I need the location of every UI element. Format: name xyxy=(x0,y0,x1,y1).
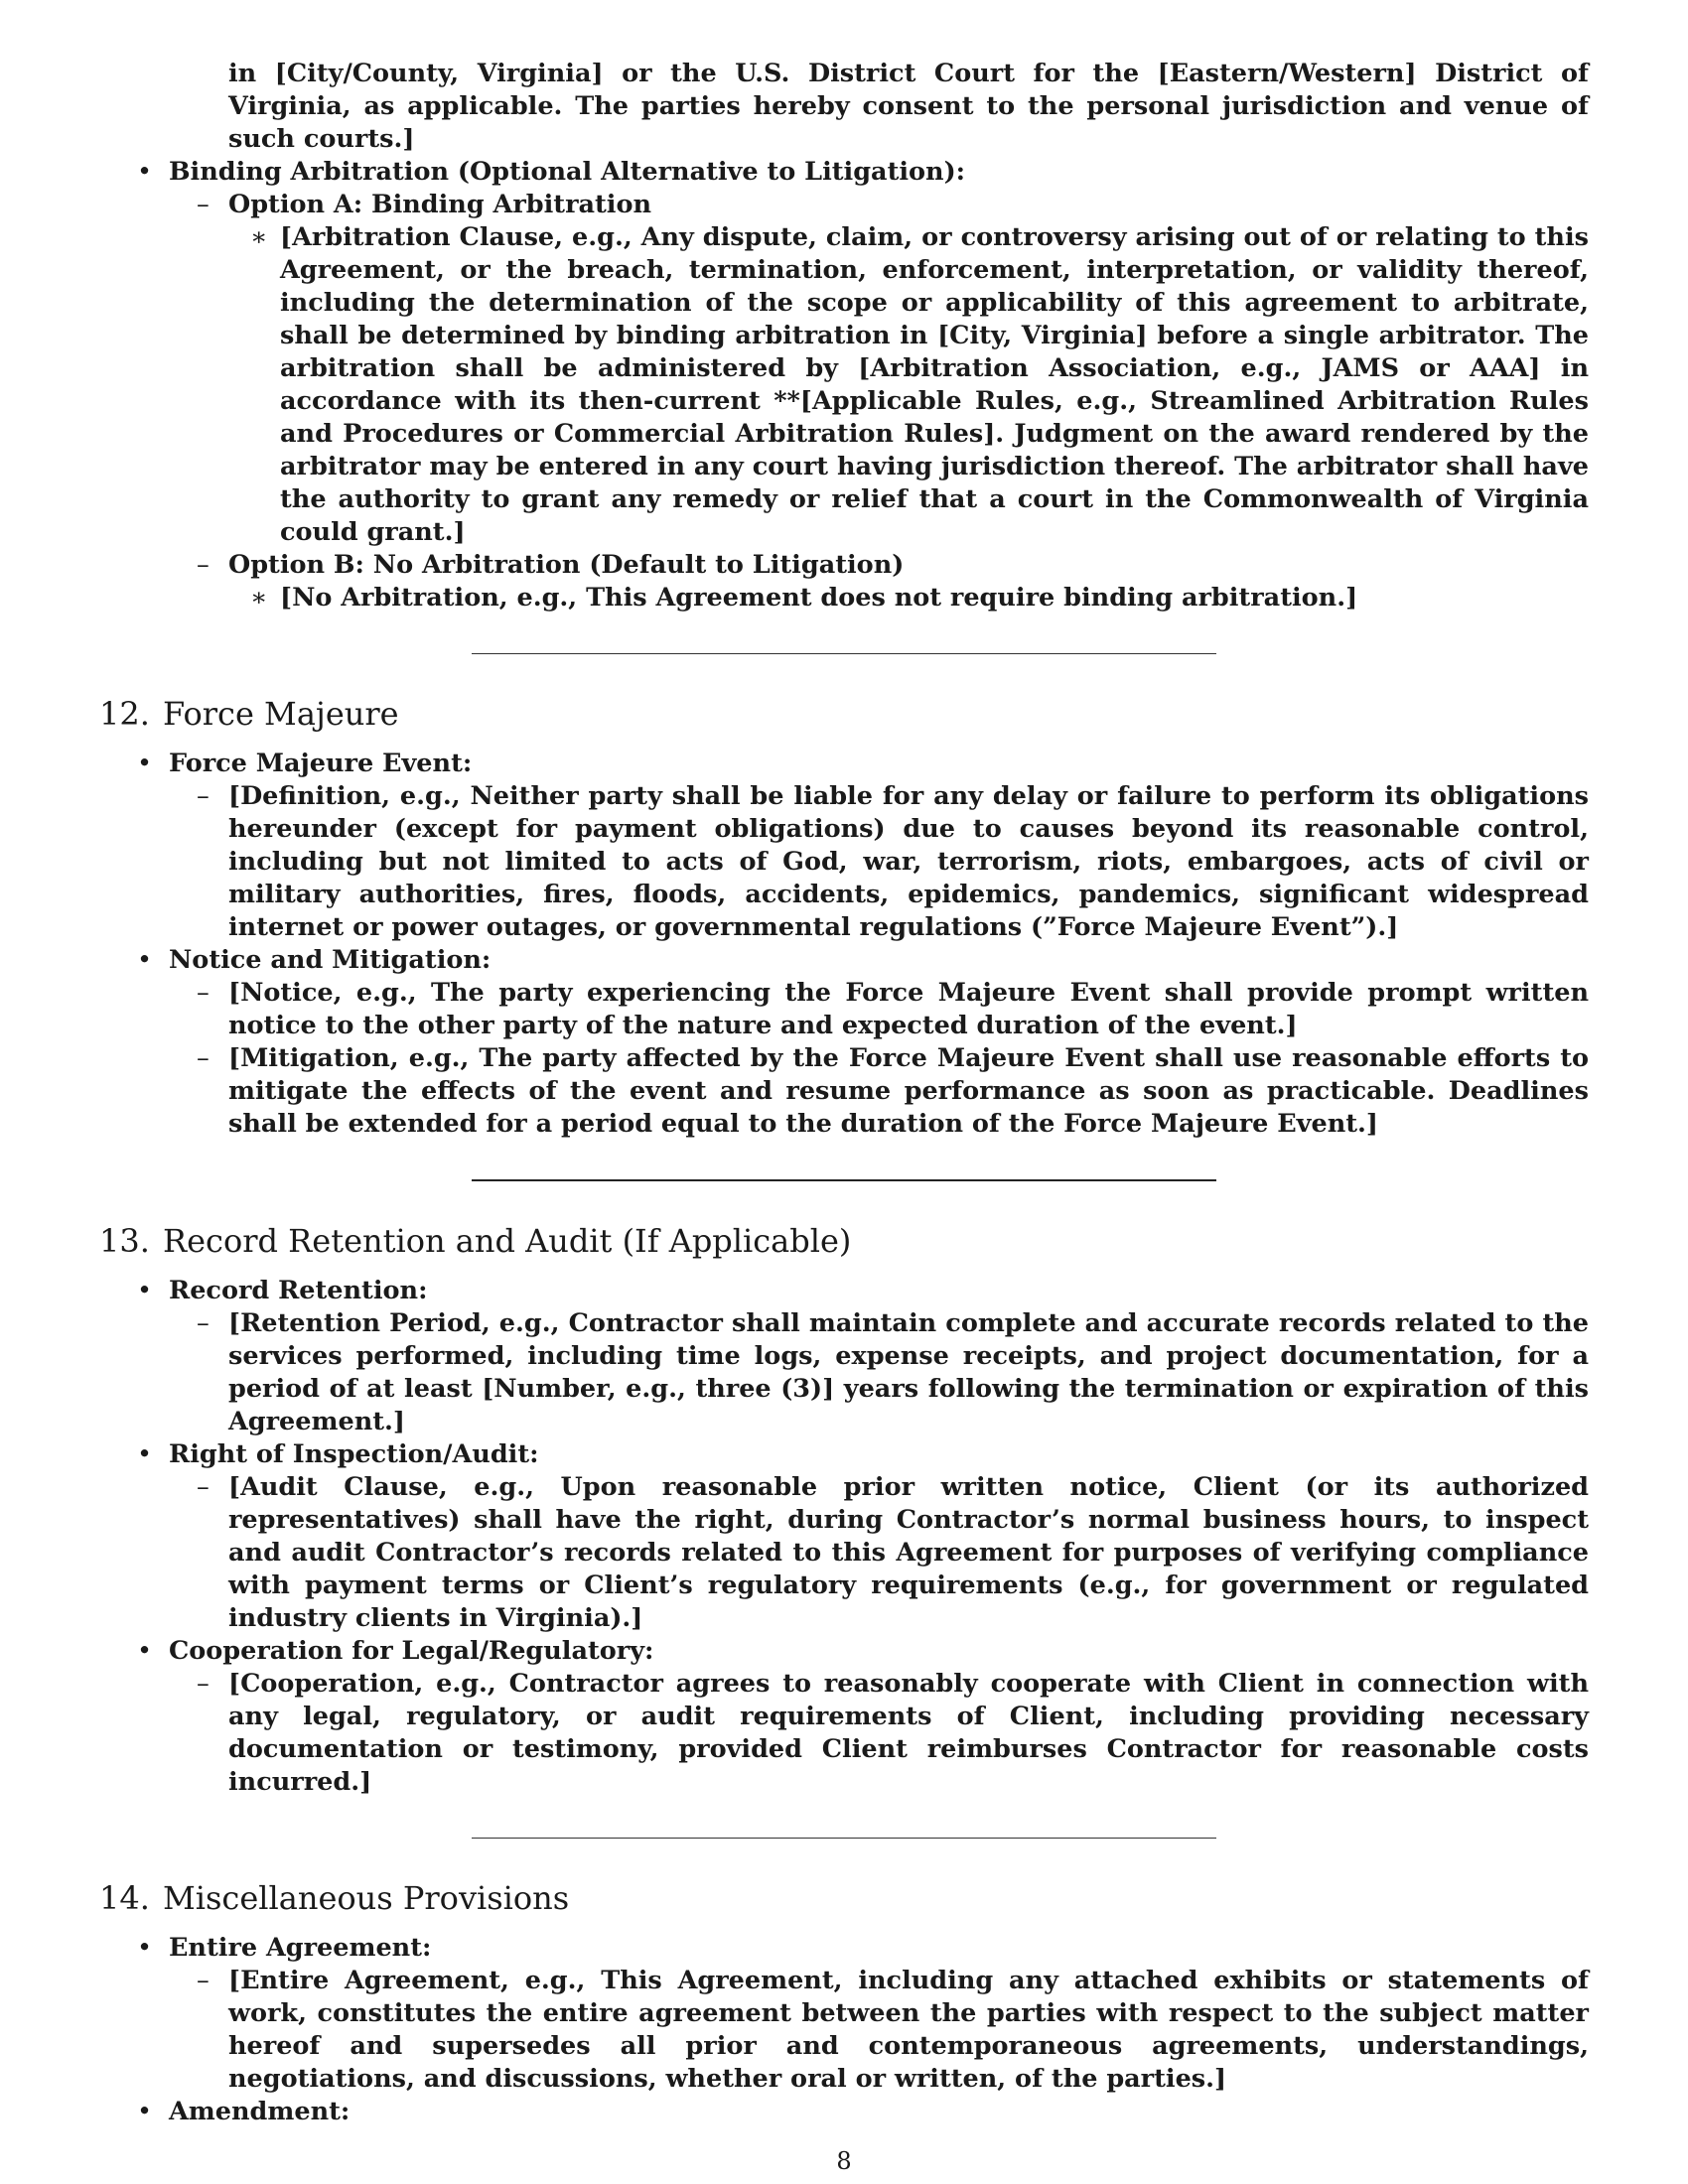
item-label: Right of Inspection/Audit: xyxy=(169,1439,539,1469)
star-marker: ∗ xyxy=(250,222,268,252)
bullet-marker: • xyxy=(137,1276,153,1305)
section-number: 12. xyxy=(99,695,150,733)
item-label: Force Majeure Event: xyxy=(169,749,473,778)
item-label: Record Retention: xyxy=(169,1276,428,1305)
section-divider xyxy=(472,1179,1216,1181)
section-title: Force Majeure xyxy=(163,695,399,733)
section-13-heading xyxy=(99,1221,1589,1261)
dash-marker: – xyxy=(197,1669,210,1699)
subsublist-item-option-b-text xyxy=(250,582,1589,614)
dash-marker: – xyxy=(197,1966,210,1995)
arbitration-label: Binding Arbitration (Optional Alternative to Litigation): xyxy=(169,157,966,187)
section-14-heading xyxy=(99,1878,1589,1918)
bullet-marker: • xyxy=(137,749,153,778)
subsublist-item-option-a-text xyxy=(250,221,1589,549)
sublist-item-cooperation xyxy=(197,1668,1589,1799)
list-item-notice-mitigation xyxy=(99,944,1589,977)
option-b-label: Option B: No Arbitration (Default to Litigation) xyxy=(228,550,905,580)
list-item-amendment xyxy=(99,2096,1589,2128)
item-text: [Retention Period, e.g., Contractor shall maintain complete and accurate records related to the services performed, including time logs, expense receipts, and project documentation, for a period of at least [Number, e.g., three (3)] years following the termination or expiration of this Agreement.] xyxy=(228,1308,1589,1436)
star-marker: ∗ xyxy=(250,583,268,613)
section-title: Miscellaneous Provisions xyxy=(163,1879,570,1917)
dash-marker: – xyxy=(197,978,210,1008)
item-label: Cooperation for Legal/Regulatory: xyxy=(169,1636,654,1666)
item-text: [Definition, e.g., Neither party shall be liable for any delay or failure to perform its obligations hereunder (except for payment obligations) due to causes beyond its reasonable control, including but not limited to acts of God, war, terrorism, riots, embargoes, acts of civil or military authorities, fires, floods, accidents, epidemics, pandemics, significant widespread internet or power outages, or governmental regulations (”Force Majeure Event”).] xyxy=(228,781,1589,942)
list-item-cooperation xyxy=(99,1635,1589,1668)
sublist-item-option-b xyxy=(197,549,1589,582)
section-12-heading xyxy=(99,694,1589,734)
item-text: [Entire Agreement, e.g., This Agreement, including any attached exhibits or statements of work, constitutes the entire agreement between the parties with respect to the subject matter hereof and supersedes all prior and contemporaneous agreements, understandings, negotiations, and discussions, whether oral or written, of the parties.] xyxy=(228,1966,1589,2094)
list-item-entire-agreement xyxy=(99,1932,1589,1965)
item-label: Notice and Mitigation: xyxy=(169,945,492,975)
item-text: [Cooperation, e.g., Contractor agrees to reasonably cooperate with Client in connection with any legal, regulatory, or audit requirements of Client, including providing necessary documentation or testimony, provided Client reimburses Contractor for reasonable costs incurred.] xyxy=(228,1669,1589,1797)
bullet-marker: • xyxy=(137,945,153,975)
list-item-arbitration xyxy=(99,156,1589,189)
item-label: Amendment: xyxy=(169,2097,351,2126)
sublist-item-audit-clause xyxy=(197,1471,1589,1635)
option-a-text: [Arbitration Clause, e.g., Any dispute, claim, or controversy arising out of or relating to this Agreement, or the breach, termination, enforcement, interpretation, or validity thereof, including the determination of the scope or applicability of this agreement to arbitrate, shall be determined by binding arbitration in [City, Virginia] before a single arbitrator. The arbitration shall be administered by [Arbitration Association, e.g., JAMS or AAA] in accordance with its then-current **[Applicable Rules, e.g., Streamlined Arbitration Rules and Procedures or Commercial Arbitration Rules]. Judgment on the award rendered by the arbitrator may be entered in any court having jurisdiction thereof. The arbitrator shall have the authority to grant any remedy or relief that a court in the Commonwealth of Virginia could grant.] xyxy=(280,222,1589,547)
list-item-inspection-audit xyxy=(99,1438,1589,1471)
option-a-label: Option A: Binding Arbitration xyxy=(228,190,652,219)
sublist-item-definition xyxy=(197,780,1589,944)
sublist-item-mitigation xyxy=(197,1042,1589,1141)
dash-marker: – xyxy=(197,190,210,219)
page-number: 8 xyxy=(836,2147,852,2175)
page-body xyxy=(99,58,1589,2128)
section-divider xyxy=(472,1838,1216,1839)
sublist-item-retention-period xyxy=(197,1307,1589,1438)
continuation-paragraph: in [City/County, Virginia] or the U.S. District Court for the [Eastern/Western] District of Virginia, as applicable. The parties hereby consent to the personal jurisdiction and venue of such courts.] xyxy=(228,59,1589,154)
bullet-marker: • xyxy=(137,157,153,187)
bullet-marker: • xyxy=(137,2097,153,2126)
section-number: 13. xyxy=(99,1222,150,1260)
sublist-item-entire-agreement xyxy=(197,1965,1589,2096)
section-divider xyxy=(472,653,1216,654)
section-number: 14. xyxy=(99,1879,150,1917)
dash-marker: – xyxy=(197,550,210,580)
option-b-text: [No Arbitration, e.g., This Agreement does not require binding arbitration.] xyxy=(280,583,1358,613)
item-text: [Notice, e.g., The party experiencing the Force Majeure Event shall provide prompt written notice to the other party of the nature and expected duration of the event.] xyxy=(228,978,1589,1040)
list-item-force-majeure-event xyxy=(99,748,1589,780)
dash-marker: – xyxy=(197,1472,210,1502)
bullet-marker: • xyxy=(137,1636,153,1666)
sublist-item-notice xyxy=(197,977,1589,1042)
dash-marker: – xyxy=(197,1308,210,1338)
section-title: Record Retention and Audit (If Applicable) xyxy=(163,1222,852,1260)
item-text: [Mitigation, e.g., The party affected by the Force Majeure Event shall use reasonable efforts to mitigate the effects of the event and resume performance as soon as practicable. Deadlines shall be extended for a period equal to the duration of the Force Majeure Event.] xyxy=(228,1043,1589,1139)
sublist-item-option-a xyxy=(197,189,1589,221)
bullet-marker: • xyxy=(137,1439,153,1469)
dash-marker: – xyxy=(197,1043,210,1073)
bullet-marker: • xyxy=(137,1933,153,1963)
dash-marker: – xyxy=(197,781,210,811)
item-text: [Audit Clause, e.g., Upon reasonable prior written notice, Client (or its authorized representatives) shall have the right, during Contractor’s normal business hours, to inspect and audit Contractor’s records related to this Agreement for purposes of verifying compliance with payment terms or Client’s regulatory requirements (e.g., for government or regulated industry clients in Virginia).] xyxy=(228,1472,1589,1633)
item-label: Entire Agreement: xyxy=(169,1933,432,1963)
list-item-record-retention xyxy=(99,1275,1589,1307)
